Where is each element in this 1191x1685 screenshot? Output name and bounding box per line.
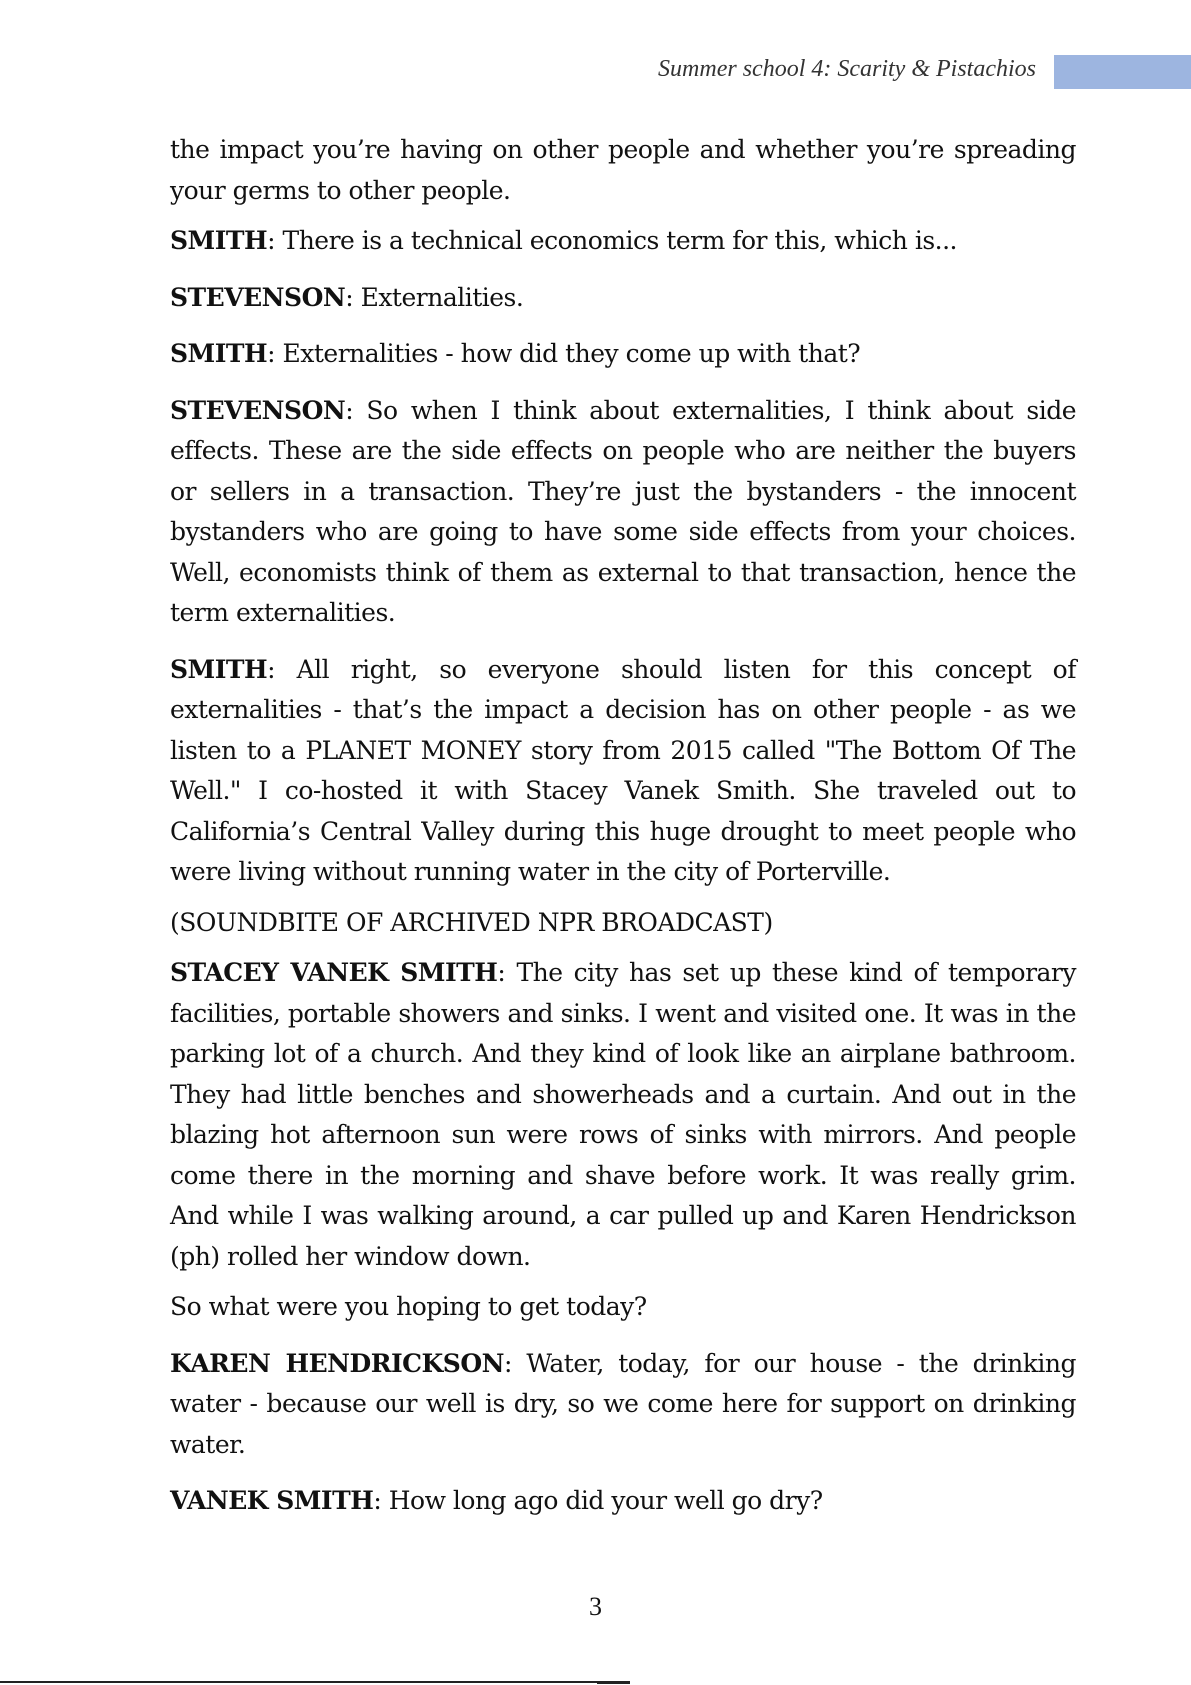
paragraph-karen-hendrickson xyxy=(170,1344,1076,1466)
paragraph-stevenson-2 xyxy=(170,391,1076,634)
speaker-name: STEVENSON xyxy=(170,282,346,312)
paragraph-text: : So when I think about externalities, I think about side effects. These are the side effects on people who are neither the buyers or sellers in a transaction. They’re just the bystanders - the innocent bystanders who are going to have some side effects from your choices. Well, economists think of them as external to that transaction, hence the term externalities. xyxy=(170,395,1076,627)
paragraph-smith-1 xyxy=(170,221,1076,262)
paragraph-text: : Externalities - how did they come up with that? xyxy=(267,339,861,368)
paragraph-text: : The city has set up these kind of temporary facilities, portable showers and sinks. I went and visited one. It was in the parking lot of a church. And they kind of look like an airplane bathroom. They had little benches and showerheads and a curtain. And out in the blazing hot afternoon sun were rows of sinks with mirrors. And people come there in the morning and shave before work. It was really grim. And while I was walking around, a car pulled up and Karen Hendrickson (ph) rolled her window down. xyxy=(170,958,1076,1271)
paragraph-smith-2 xyxy=(170,334,1076,375)
paragraph-text: : Externalities. xyxy=(345,282,524,312)
paragraph-continuation xyxy=(170,130,1076,211)
paragraph-smith-3 xyxy=(170,650,1076,893)
paragraph-question xyxy=(170,1287,1076,1328)
paragraph-text: : All right, so everyone should listen for this concept of externalities - that’s the impact a decision has on other people - as we listen to a PLANET MONEY story from 2015 called "The Bottom Of The Well." I co-hosted it with Stacey Vanek Smith. She traveled out to California’s Central Valley during this huge drought to meet people who were living without running water in the city of Porterville. xyxy=(170,654,1076,886)
transcript-body xyxy=(170,130,1076,1538)
speaker-name: VANEK SMITH xyxy=(170,1486,374,1515)
header-accent-bar xyxy=(1054,55,1191,89)
speaker-name: SMITH xyxy=(170,654,268,684)
footer-rule-accent xyxy=(597,1681,630,1684)
paragraph-text: the impact you’re having on other people and whether you’re spreading your germs to other people. xyxy=(170,135,1076,205)
speaker-name: KAREN HENDRICKSON xyxy=(170,1348,504,1378)
running-header-title: Summer school 4: Scarity & Pistachios xyxy=(658,56,1036,82)
paragraph-soundbite xyxy=(170,903,1076,944)
paragraph-text: : There is a technical economics term for this, which is... xyxy=(267,226,958,255)
paragraph-text: : How long ago did your well go dry? xyxy=(373,1486,823,1515)
speaker-name: SMITH xyxy=(170,226,268,255)
paragraph-stevenson-1 xyxy=(170,278,1076,319)
paragraph-text: So what were you hoping to get today? xyxy=(170,1292,647,1321)
page-number: 3 xyxy=(589,1592,602,1621)
paragraph-stacey-vanek-smith xyxy=(170,953,1076,1277)
paragraph-text: (SOUNDBITE OF ARCHIVED NPR BROADCAST) xyxy=(170,907,773,937)
speaker-name: STEVENSON xyxy=(170,395,346,425)
speaker-name: SMITH xyxy=(170,339,268,368)
paragraph-text: : Water, today, for our house - the drinking water - because our well is dry, so we come here for support on drinking water. xyxy=(170,1348,1076,1459)
paragraph-vanek-smith xyxy=(170,1481,1076,1522)
speaker-name: STACEY VANEK SMITH xyxy=(170,958,498,987)
footer-rule xyxy=(0,1681,630,1683)
